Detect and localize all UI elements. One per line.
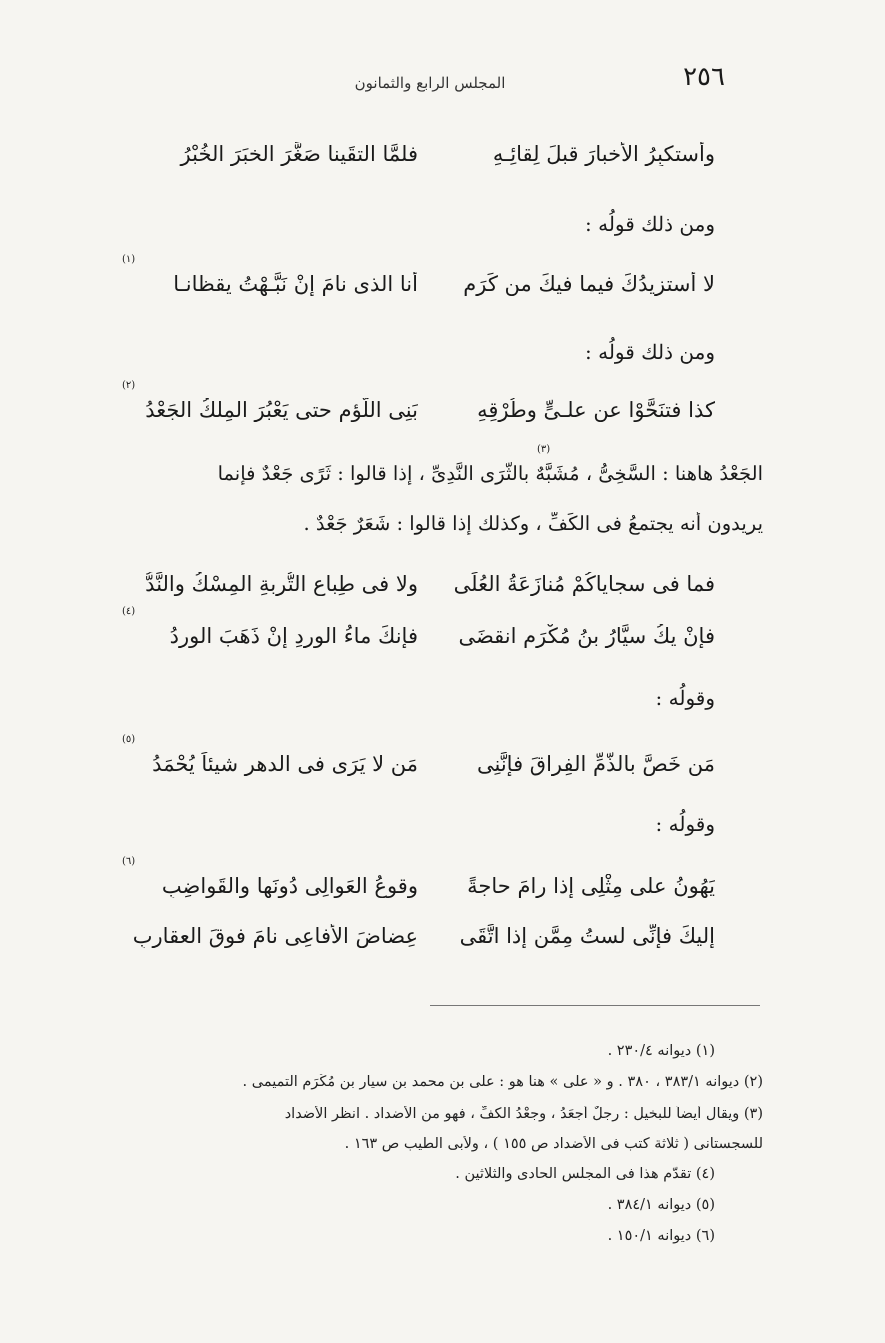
footnote-separator: [430, 1005, 760, 1006]
footnote-marker: (١): [122, 254, 136, 265]
verse-hemistich-right: لا أستزيدُكَ فيما فيكَ من كَرَمٍ: [463, 272, 715, 296]
footnote-3: (٣) ويقال أيضاً للبخيل : رجلٌ أجعَدُ ، وجعْدُ الكفِّ ، فهو من الأضداد . انظر الأضداد: [284, 1106, 763, 1122]
verse-hemistich-left: فلمَّا التقَينا صَغَّرَ الخبَرَ الخُبْرُ: [180, 142, 418, 166]
prose-line: يريدون أنه يجتمعُ فى الكَفِّ ، وكذلك إذا قالوا : شَعَرٌ جَعْدٌ .: [303, 512, 763, 535]
footnote-2: (٢) ديوانه ٣٨٣/١ ، ٣٨٠ . و « على » هنا هو : على بن محمد بن سيار بن مُكْرَم التميمى .: [242, 1074, 763, 1090]
footnote-marker: (٦): [122, 856, 136, 867]
verse-hemistich-left: ولا فى طِباعِ التُّربةِ المِسْكُ والنَّدُّ: [145, 572, 418, 596]
footnote-1: (١) ديوانه ٢٣٠/٤ .: [607, 1043, 715, 1059]
verse-hemistich-right: وأستكبِرُ الأخبارَ قبلَ لِقائِـهِ: [492, 142, 715, 166]
verse-hemistich-left: عِضاضَ الأفاعِى نامَ فوقَ العقاربِ: [132, 924, 418, 948]
footnote-marker: (٣): [537, 444, 551, 455]
verse-hemistich-left: مَن لا يَرَى فى الدهرِ شيئاً يُحْمَدُ: [152, 752, 418, 776]
footnote-4: (٤) تقدّم هذا فى المجلس الحادى والثلاثين .: [455, 1166, 715, 1182]
footnote-marker: (٥): [122, 734, 136, 745]
prose-line: الجَعْدُ هاهنا : السَّخِىُّ ، مُشَبَّهٌ بالثَّرَى النَّدِىِّ ، إذا قالوا : ثَرًى جَعْدٌ فإنما: [217, 462, 763, 485]
verse-intro: وقولُه :: [655, 686, 715, 710]
verse-intro: ومن ذلك قولُه :: [585, 212, 715, 236]
verse-intro: وقولُه :: [655, 812, 715, 836]
verse-hemistich-right: إليكَ فإنِّى لستُ مِمَّن إذا اتَّقَى: [459, 924, 715, 948]
running-title: المجلس الرابع والثمانون: [354, 74, 506, 92]
verse-hemistich-left: أنا الذى نامَ إنْ نَبَّـهْتُ يقظانـا: [173, 272, 418, 296]
footnote-5: (٥) ديوانه ٣٨٤/١ .: [607, 1197, 715, 1213]
verse-hemistich-right: كذا فتنَحَّوْا عن علـىٍّ وطُرْقِهِ: [477, 398, 715, 422]
verse-hemistich-left: وقوعُ العَوالِى دُونَها والقَواضِبِ: [161, 874, 418, 898]
verse-hemistich-left: بَنِى اللُّؤمِ حتى يَعْبُرَ المِلكُ الجَعْدُ: [145, 398, 418, 422]
footnote-3-continued: للسجستانى ( ثلاثة كتب فى الأضداد ص ١٥٥ ) ، ولأبى الطيب ص ١٦٣ .: [344, 1136, 763, 1152]
verse-hemistich-right: مَن خَصَّ بالذَّمِّ الفِراقَ فإنَّنِى: [476, 752, 715, 776]
verse-hemistich-left: فإنكَ ماءُ الوردِ إنْ ذَهَبَ الوردُ: [169, 624, 418, 648]
footnote-marker: (٢): [122, 380, 136, 391]
page-number: ٢٥٦: [683, 62, 725, 92]
verse-hemistich-right: فإنْ يكُ سيَّارُ بنُ مُكْرَمٍ انقضَى: [458, 624, 715, 648]
footnote-6: (٦) ديوانه ١٥٠/١ .: [607, 1228, 715, 1244]
footnote-marker: (٤): [122, 606, 136, 617]
verse-hemistich-right: فما فى سجاياكُمْ مُنازَعَةُ العُلَى: [453, 572, 715, 596]
verse-intro: ومن ذلك قولُه :: [585, 340, 715, 364]
verse-hemistich-right: يَهُونُ على مِثْلِى إذا رامَ حاجةً: [467, 874, 715, 898]
